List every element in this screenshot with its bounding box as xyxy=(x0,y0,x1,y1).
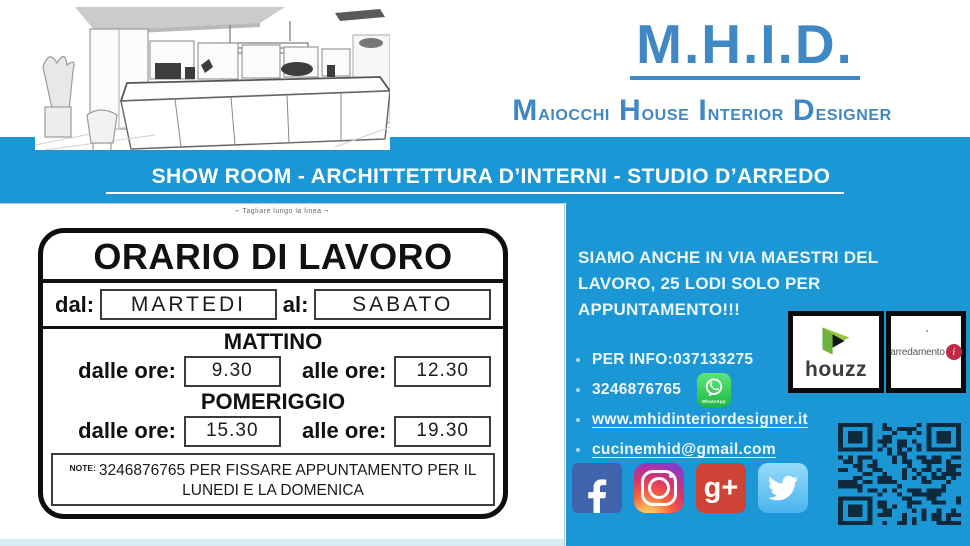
sign-note xyxy=(51,453,495,506)
bottom-decor-strip xyxy=(0,539,564,546)
houzz-wordmark: houzz xyxy=(805,358,867,381)
note-line-1: 3246876765 PER FISSARE APPUNTAMENTO PER IL xyxy=(98,462,477,479)
schedule-sign xyxy=(38,228,508,519)
second-location-headline: SIAMO ANCHE IN VIA MAESTRI DEL LAVORO, 25 LODI SOLO PER APPUNTAMENTO!!! xyxy=(578,248,879,319)
morning-end-value: 12.30 xyxy=(394,356,491,387)
bullet-dot-icon xyxy=(576,358,580,362)
to-day-label: al: xyxy=(282,291,309,317)
kitchen-sketch-image xyxy=(35,7,390,150)
qr-code xyxy=(838,423,961,525)
subtitle-word: M AIOCCHI xyxy=(512,94,610,127)
schedule-panel xyxy=(0,203,565,546)
afternoon-end-value: 19.30 xyxy=(394,416,491,447)
info-panel xyxy=(566,203,970,546)
start-time-label: dalle ore: xyxy=(78,418,176,443)
subtitle-word: H OUSE xyxy=(618,94,690,127)
afternoon-title: POMERIGGIO xyxy=(200,389,346,414)
arredamento-dot xyxy=(926,330,928,332)
contact-mobile-whatsapp: 3246876765 WhatsApp xyxy=(572,375,922,405)
cut-along-line-note: ⌐ Tagliare lungo la linea ¬ xyxy=(235,208,329,215)
contact-info-phone: PER INFO:037133275 xyxy=(572,345,922,375)
arredamento-logo[interactable] xyxy=(886,311,966,393)
afternoon-hours-row xyxy=(43,413,503,449)
subtitle-word: D ESIGNER xyxy=(792,94,892,127)
website-link[interactable]: www.mhidinteriordesigner.it xyxy=(572,405,922,435)
days-row xyxy=(43,283,503,329)
arredamento-wordmark: arredamento xyxy=(890,346,945,358)
bullet-dot-icon xyxy=(576,418,580,422)
google-plus-icon[interactable]: g+ xyxy=(696,463,746,513)
houzz-logo[interactable] xyxy=(788,311,884,393)
note-line-2: LUNEDI E LA DOMENICA xyxy=(182,482,364,499)
instagram-flash-dot xyxy=(669,474,673,478)
instagram-lens xyxy=(648,477,670,499)
svg-text:WhatsApp: WhatsApp xyxy=(702,398,727,404)
morning-start-value: 9.30 xyxy=(184,356,281,387)
morning-title: MATTINO xyxy=(223,329,323,354)
twitter-icon[interactable] xyxy=(758,463,808,513)
whatsapp-icon[interactable] xyxy=(697,373,731,407)
schedule-sign-title: ORARIO DI LAVORO xyxy=(43,233,503,283)
morning-hours-row xyxy=(43,353,503,389)
subtitle-word: I NTERIOR xyxy=(698,94,784,127)
note-label: NOTE: xyxy=(69,463,96,473)
bullet-dot-icon xyxy=(576,388,580,392)
to-day-value: SABATO xyxy=(314,289,491,320)
brand-title: M.H.I.D. xyxy=(585,16,905,80)
houzz-icon xyxy=(817,324,855,358)
facebook-icon[interactable] xyxy=(572,463,622,513)
from-day-label: dal: xyxy=(55,291,95,317)
end-time-label: alle ore: xyxy=(302,418,387,443)
arredamento-i-icon: i xyxy=(946,344,962,360)
afternoon-start-value: 15.30 xyxy=(184,416,281,447)
start-time-label: dalle ore: xyxy=(78,358,176,383)
social-icons-row xyxy=(572,463,808,513)
bullet-dot-icon xyxy=(576,448,580,452)
email-link[interactable]: cucinemhid@gmail.com xyxy=(572,435,922,465)
brand-subtitle xyxy=(498,94,906,128)
showroom-banner-text: SHOW ROOM - ARCHITTETTURA D’INTERNI - STUDIO D’ARREDO xyxy=(55,165,895,194)
from-day-value: MARTEDI xyxy=(100,289,277,320)
end-time-label: alle ore: xyxy=(302,358,387,383)
instagram-icon[interactable] xyxy=(634,463,684,513)
